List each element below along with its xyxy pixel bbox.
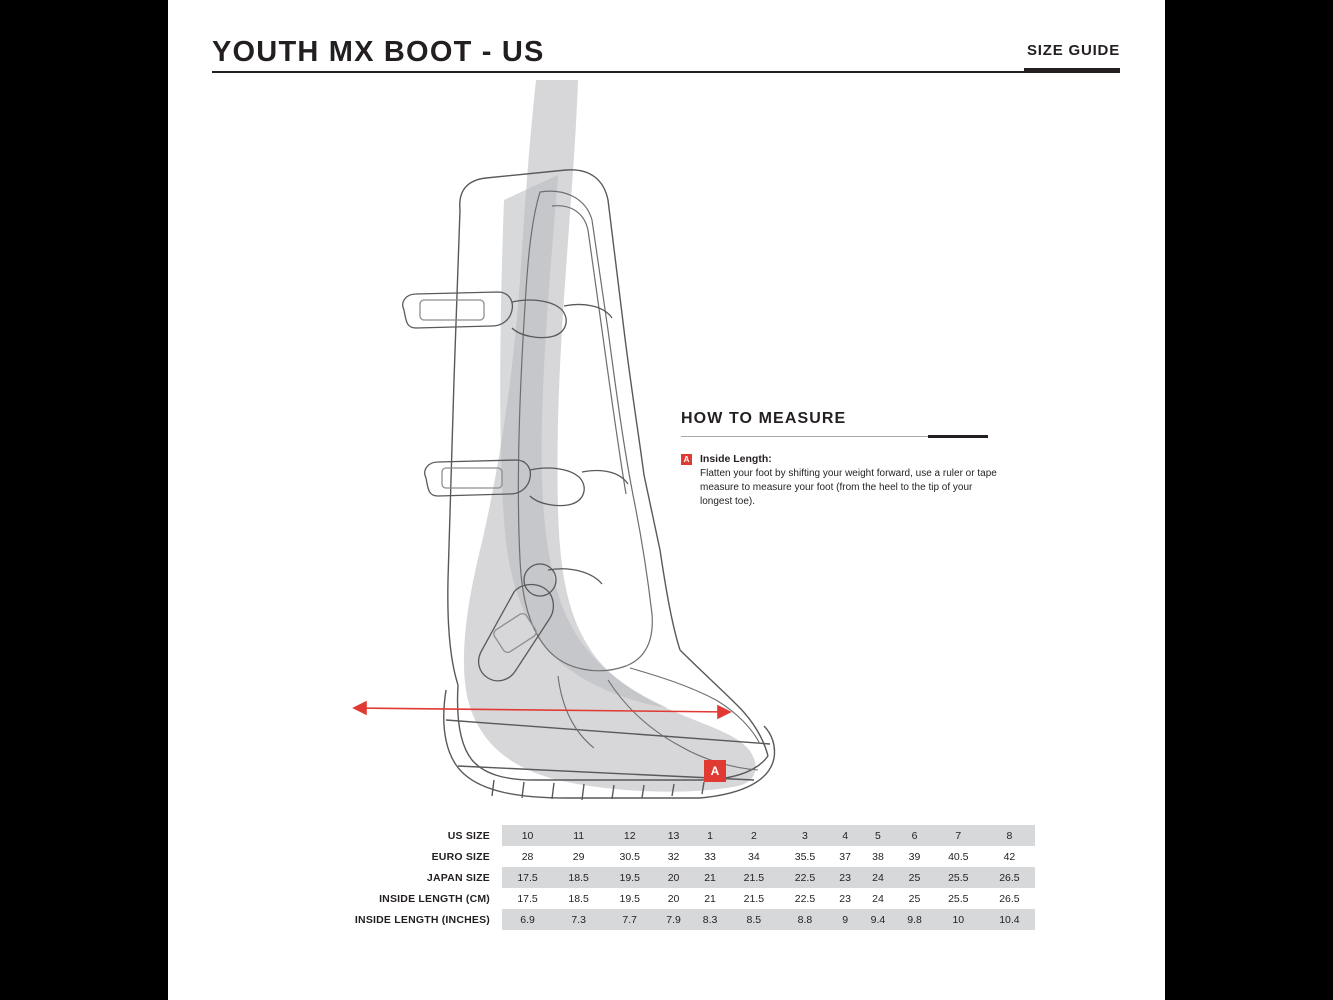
measure-item-text: Flatten your foot by shifting your weight forward, use a ruler or tape measure to measure your foot (from the heel to the tip of your longest toe). xyxy=(700,468,997,507)
cell: 10 xyxy=(933,909,984,930)
cell: 18.5 xyxy=(553,888,604,909)
how-to-measure-heading: HOW TO MEASURE xyxy=(681,410,847,427)
size-guide-page xyxy=(168,0,1165,1000)
cell: 17.5 xyxy=(502,867,553,888)
cell: 30.5 xyxy=(604,846,655,867)
page-header xyxy=(212,22,1120,72)
cell: 21 xyxy=(692,867,729,888)
cell: 21.5 xyxy=(728,888,779,909)
cell: 26.5 xyxy=(984,867,1035,888)
cell: 2 xyxy=(728,825,779,846)
cell: 12 xyxy=(604,825,655,846)
cell: 23 xyxy=(831,888,860,909)
cell: 25 xyxy=(896,867,933,888)
cell: 28 xyxy=(502,846,553,867)
header-divider-accent xyxy=(1024,68,1120,72)
cell: 34 xyxy=(728,846,779,867)
cell: 7.7 xyxy=(604,909,655,930)
cell: 38 xyxy=(860,846,897,867)
cell: 37 xyxy=(831,846,860,867)
cell: 7.3 xyxy=(553,909,604,930)
cell: 25.5 xyxy=(933,867,984,888)
cell: 17.5 xyxy=(502,888,553,909)
page-title: YOUTH MX BOOT - US xyxy=(212,36,545,68)
cell: 6.9 xyxy=(502,909,553,930)
table-row xyxy=(305,825,1035,846)
cell: 32 xyxy=(655,846,692,867)
cell: 23 xyxy=(831,867,860,888)
cell: 22.5 xyxy=(779,888,830,909)
cell: 8.5 xyxy=(728,909,779,930)
cell: 40.5 xyxy=(933,846,984,867)
how-to-measure-divider xyxy=(681,436,988,437)
cell: 9 xyxy=(831,909,860,930)
cell: 1 xyxy=(692,825,729,846)
cell: 25.5 xyxy=(933,888,984,909)
cell: 19.5 xyxy=(604,867,655,888)
table-row xyxy=(305,909,1035,930)
size-guide-label: SIZE GUIDE xyxy=(1026,42,1120,59)
how-to-measure-section xyxy=(681,410,1001,508)
size-table xyxy=(305,825,1035,930)
cell: 6 xyxy=(896,825,933,846)
cell: 10 xyxy=(502,825,553,846)
cell: 22.5 xyxy=(779,867,830,888)
cell: 4 xyxy=(831,825,860,846)
cell: 35.5 xyxy=(779,846,830,867)
cell: 9.8 xyxy=(896,909,933,930)
cell: 42 xyxy=(984,846,1035,867)
cell: 8 xyxy=(984,825,1035,846)
row-label-euro-size: EURO SIZE xyxy=(431,850,490,863)
cell: 13 xyxy=(655,825,692,846)
cell: 21.5 xyxy=(728,867,779,888)
cell: 11 xyxy=(553,825,604,846)
cell: 26.5 xyxy=(984,888,1035,909)
cell: 7.9 xyxy=(655,909,692,930)
row-label-japan-size: JAPAN SIZE xyxy=(426,871,490,884)
cell: 33 xyxy=(692,846,729,867)
table-row xyxy=(305,846,1035,867)
how-to-measure-item xyxy=(681,453,1001,508)
header-divider xyxy=(212,71,1120,73)
table-row xyxy=(305,867,1035,888)
cell: 20 xyxy=(655,867,692,888)
how-to-measure-divider-accent xyxy=(928,435,988,438)
table-row xyxy=(305,888,1035,909)
cell: 7 xyxy=(933,825,984,846)
cell: 5 xyxy=(860,825,897,846)
cell: 8.3 xyxy=(692,909,729,930)
cell: 3 xyxy=(779,825,830,846)
cell: 25 xyxy=(896,888,933,909)
cell: 24 xyxy=(860,867,897,888)
cell: 10.4 xyxy=(984,909,1035,930)
cell: 20 xyxy=(655,888,692,909)
marker-a-badge: A xyxy=(704,760,726,782)
cell: 39 xyxy=(896,846,933,867)
cell: 18.5 xyxy=(553,867,604,888)
cell: 24 xyxy=(860,888,897,909)
row-label-us-size: US SIZE xyxy=(447,829,490,842)
cell: 9.4 xyxy=(860,909,897,930)
cell: 8.8 xyxy=(779,909,830,930)
measure-item-label: Inside Length: xyxy=(700,453,772,465)
row-label-inside-length-cm: INSIDE LENGTH (CM) xyxy=(379,892,490,905)
measure-badge-a: A xyxy=(681,454,692,465)
cell: 29 xyxy=(553,846,604,867)
cell: 21 xyxy=(692,888,729,909)
row-label-inside-length-inches: INSIDE LENGTH (INCHES) xyxy=(354,913,490,926)
cell: 19.5 xyxy=(604,888,655,909)
